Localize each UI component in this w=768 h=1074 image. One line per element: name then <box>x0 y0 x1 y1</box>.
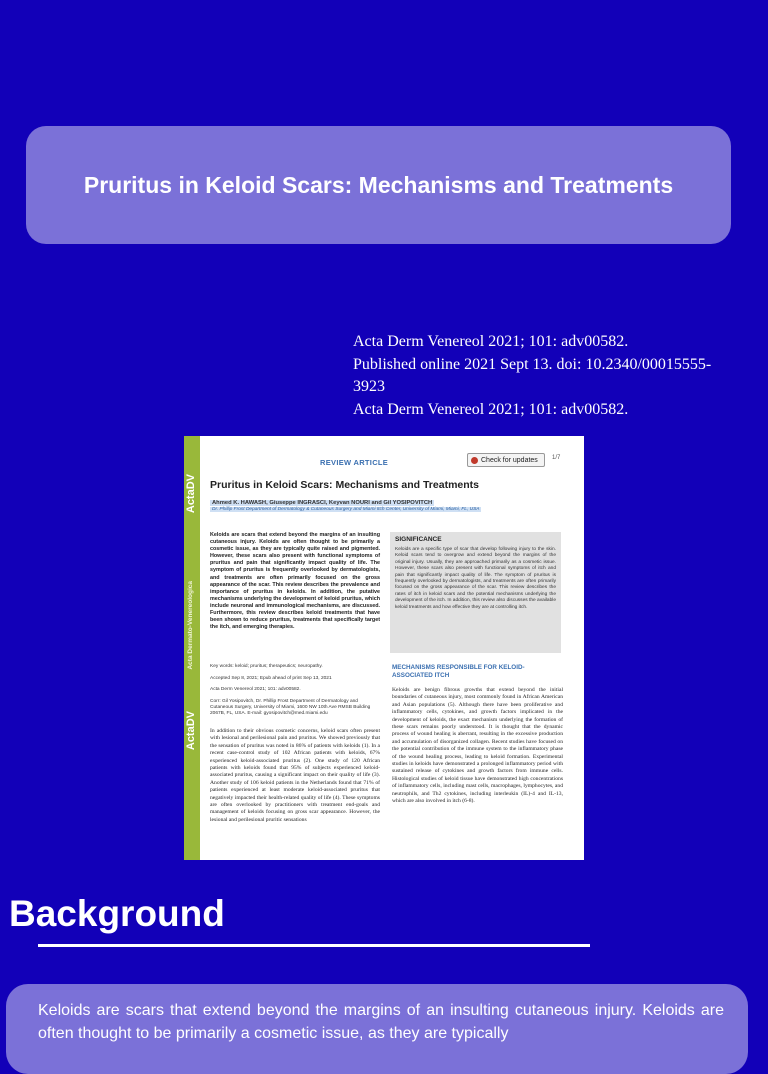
mechanisms-heading: MECHANISMS RESPONSIBLE FOR KELOID-ASSOCIATED ITCH <box>392 664 525 679</box>
background-heading: Background <box>9 893 225 934</box>
slide-title-box <box>26 126 731 244</box>
crossmark-icon <box>471 457 478 464</box>
citation-line: Acta Derm Venereol 2021; 101: adv00582. <box>353 333 629 350</box>
background-box <box>6 984 748 1074</box>
citation-line: 3923 <box>353 378 385 395</box>
check-updates-label: Check for updates <box>481 456 538 464</box>
citation-line: Acta Derm Venereol 2021; 101: adv00582. <box>353 400 629 418</box>
citation-line: Published online 2021 Sept 13. doi: 10.2340/00015555- <box>353 355 712 373</box>
page-number: 1/7 <box>552 455 561 461</box>
paper-correspondence: Corr: Gil Yosipovitch, Dr. Phillip Frost Department of Dermatology and Cutaneous Surgery, University of Miami, 1600 NW 10th Ave RMSB Building 2067B, FL, USA. E-mail: gyosipovitch@med.miami.edu <box>210 699 371 717</box>
journal-name-label: Acta Dermato-Venereologica <box>187 581 194 670</box>
check-updates-button[interactable] <box>467 453 545 467</box>
mechanisms-text: Keloids are benign fibrous growths that extend beyond the initial boundaries of cutaneous injury, most commonly found in African American and Asian populations (5). Although there have been proliferative and inflammatory cells, cytokines, and growth factors implicated in the development of keloids, the exact mechanism underlying the formation of these scars remains poorly understood. It is thought that the dynamic process of wound healing is aberrant, resulting in the excessive production and accumulation of disorganized collagen. Recent studies have focused on the potential contribution of the immune system to the inflammatory phase of the wound healing process, leading to keloid formation. Experimental studies in keloids have demonstrated a prolonged inflammatory period with sustained release of cytokines and growth factors from immune cells. Histological studies of keloid tissue have demonstrated high concentrations of inflammatory cells, including mast cells, macrophages, lymphocytes, and neutrophils, and Th2 cytokines, including interleukin (IL)-4 and IL-13, which are also involved in itch (6-8). <box>392 687 563 805</box>
significance-text: Keloids are a specific type of scar that develop following injury to the skin. Keloid scars tend to overgrow and extend beyond the margins of the original injury. Usually, they are approached primarily as a cosmetic issue. However, these scars also present with functional symptoms of itch and pain that significantly impact quality of life. The symptom of pruritus is frequently overlooked by dermatologists, and treatments are often primarily focused on the gross appearance of the scar. This review describes the rates of itch in keloid scars and the potential mechanisms underlying the development of the itch. In addition, this review also discusses the available keloid treatments and how effective they are at controlling itch. <box>395 547 556 610</box>
paper-screenshot <box>184 436 584 860</box>
paper-title: Pruritus in Keloid Scars: Mechanisms and Treatments <box>210 479 479 491</box>
paper-abstract: Keloids are scars that extend beyond the margins of an insulting cutaneous injury. Keloids are often thought to be primarily a cosmetic issue, as they are typically quite raised and pigmented. However, these scars also present with functional symptoms of pruritus and pain that significantly impact quality of life. The symptom of pruritus is frequently overlooked by dermatologists, and treatments are often primarily focused on the gross appearance of the scar. This review describes the prevalence and importance of pruritus in keloids. In addition, the putative mechanisms underlying the development of keloid pruritus, which include neuronal and immunological mechanisms, are discussed. Furthermore, this review describes keloid treatments that have been shown to reduce pruritus, treatments that specifically target the itch, and emerging therapies. <box>210 532 380 631</box>
journal-short-label: ActaDV <box>185 474 197 514</box>
paper-intro: In addition to their obvious cosmetic concerns, keloid scars often present with lesional and perilesional pain and pruritus. We showed previously that the sensation of pruritus was noted in 86% of patients with keloids (1). In a recent case-control study of 102 African patients with keloids, 67% experienced keloid-associated pruritus (2). One study of 120 African patients with keloids found that 95% of subjects experienced keloid-associated pruritus, causing a significant impact on their quality of life (3). Another study of 106 keloid patients in the Netherlands found that 71% of patients experienced at least moderate keloid-associated pruritus that negatively impacted their health-related quality of life (4). These symptoms are often overlooked by practitioners with treatment end-goals and management of keloids focusing on gross scar appearance. However, the lesional and perilesional pruritic sensations <box>210 728 380 823</box>
paper-accepted: Accepted Sep 8, 2021; Epub ahead of print Sep 13, 2021 <box>210 676 332 681</box>
significance-title: SIGNIFICANCE <box>395 536 442 543</box>
background-text: Keloids are scars that extend beyond the margins of an insulting cutaneous injury. Keloids are often thought to be primarily a cosmetic issue, as they are typically <box>38 1002 724 1042</box>
significance-box <box>390 532 561 653</box>
journal-strip <box>184 436 200 860</box>
background-divider <box>38 944 590 947</box>
journal-short-label: ActaDV <box>185 711 197 751</box>
review-article-label: REVIEW ARTICLE <box>320 458 389 467</box>
paper-affiliation: Dr. Phillip Frost Department of Dermatology & Cutaneous Surgery and Miami Itch Center, University of Miami, Miami, FL, USA <box>212 507 480 512</box>
paper-keywords: Key words: keloid; pruritus; therapeutics; neuropathy. <box>210 664 323 669</box>
paper-authors: Ahmed K. HAWASH, Giuseppe INGRASCI, Keyvan NOURI and Gil YOSIPOVITCH <box>212 500 433 506</box>
citation-block <box>353 331 748 421</box>
paper-citation: Acta Derm Venereol 2021; 101: adv00582. <box>210 687 301 692</box>
slide-title: Pruritus in Keloid Scars: Mechanisms and Treatments <box>83 171 674 198</box>
